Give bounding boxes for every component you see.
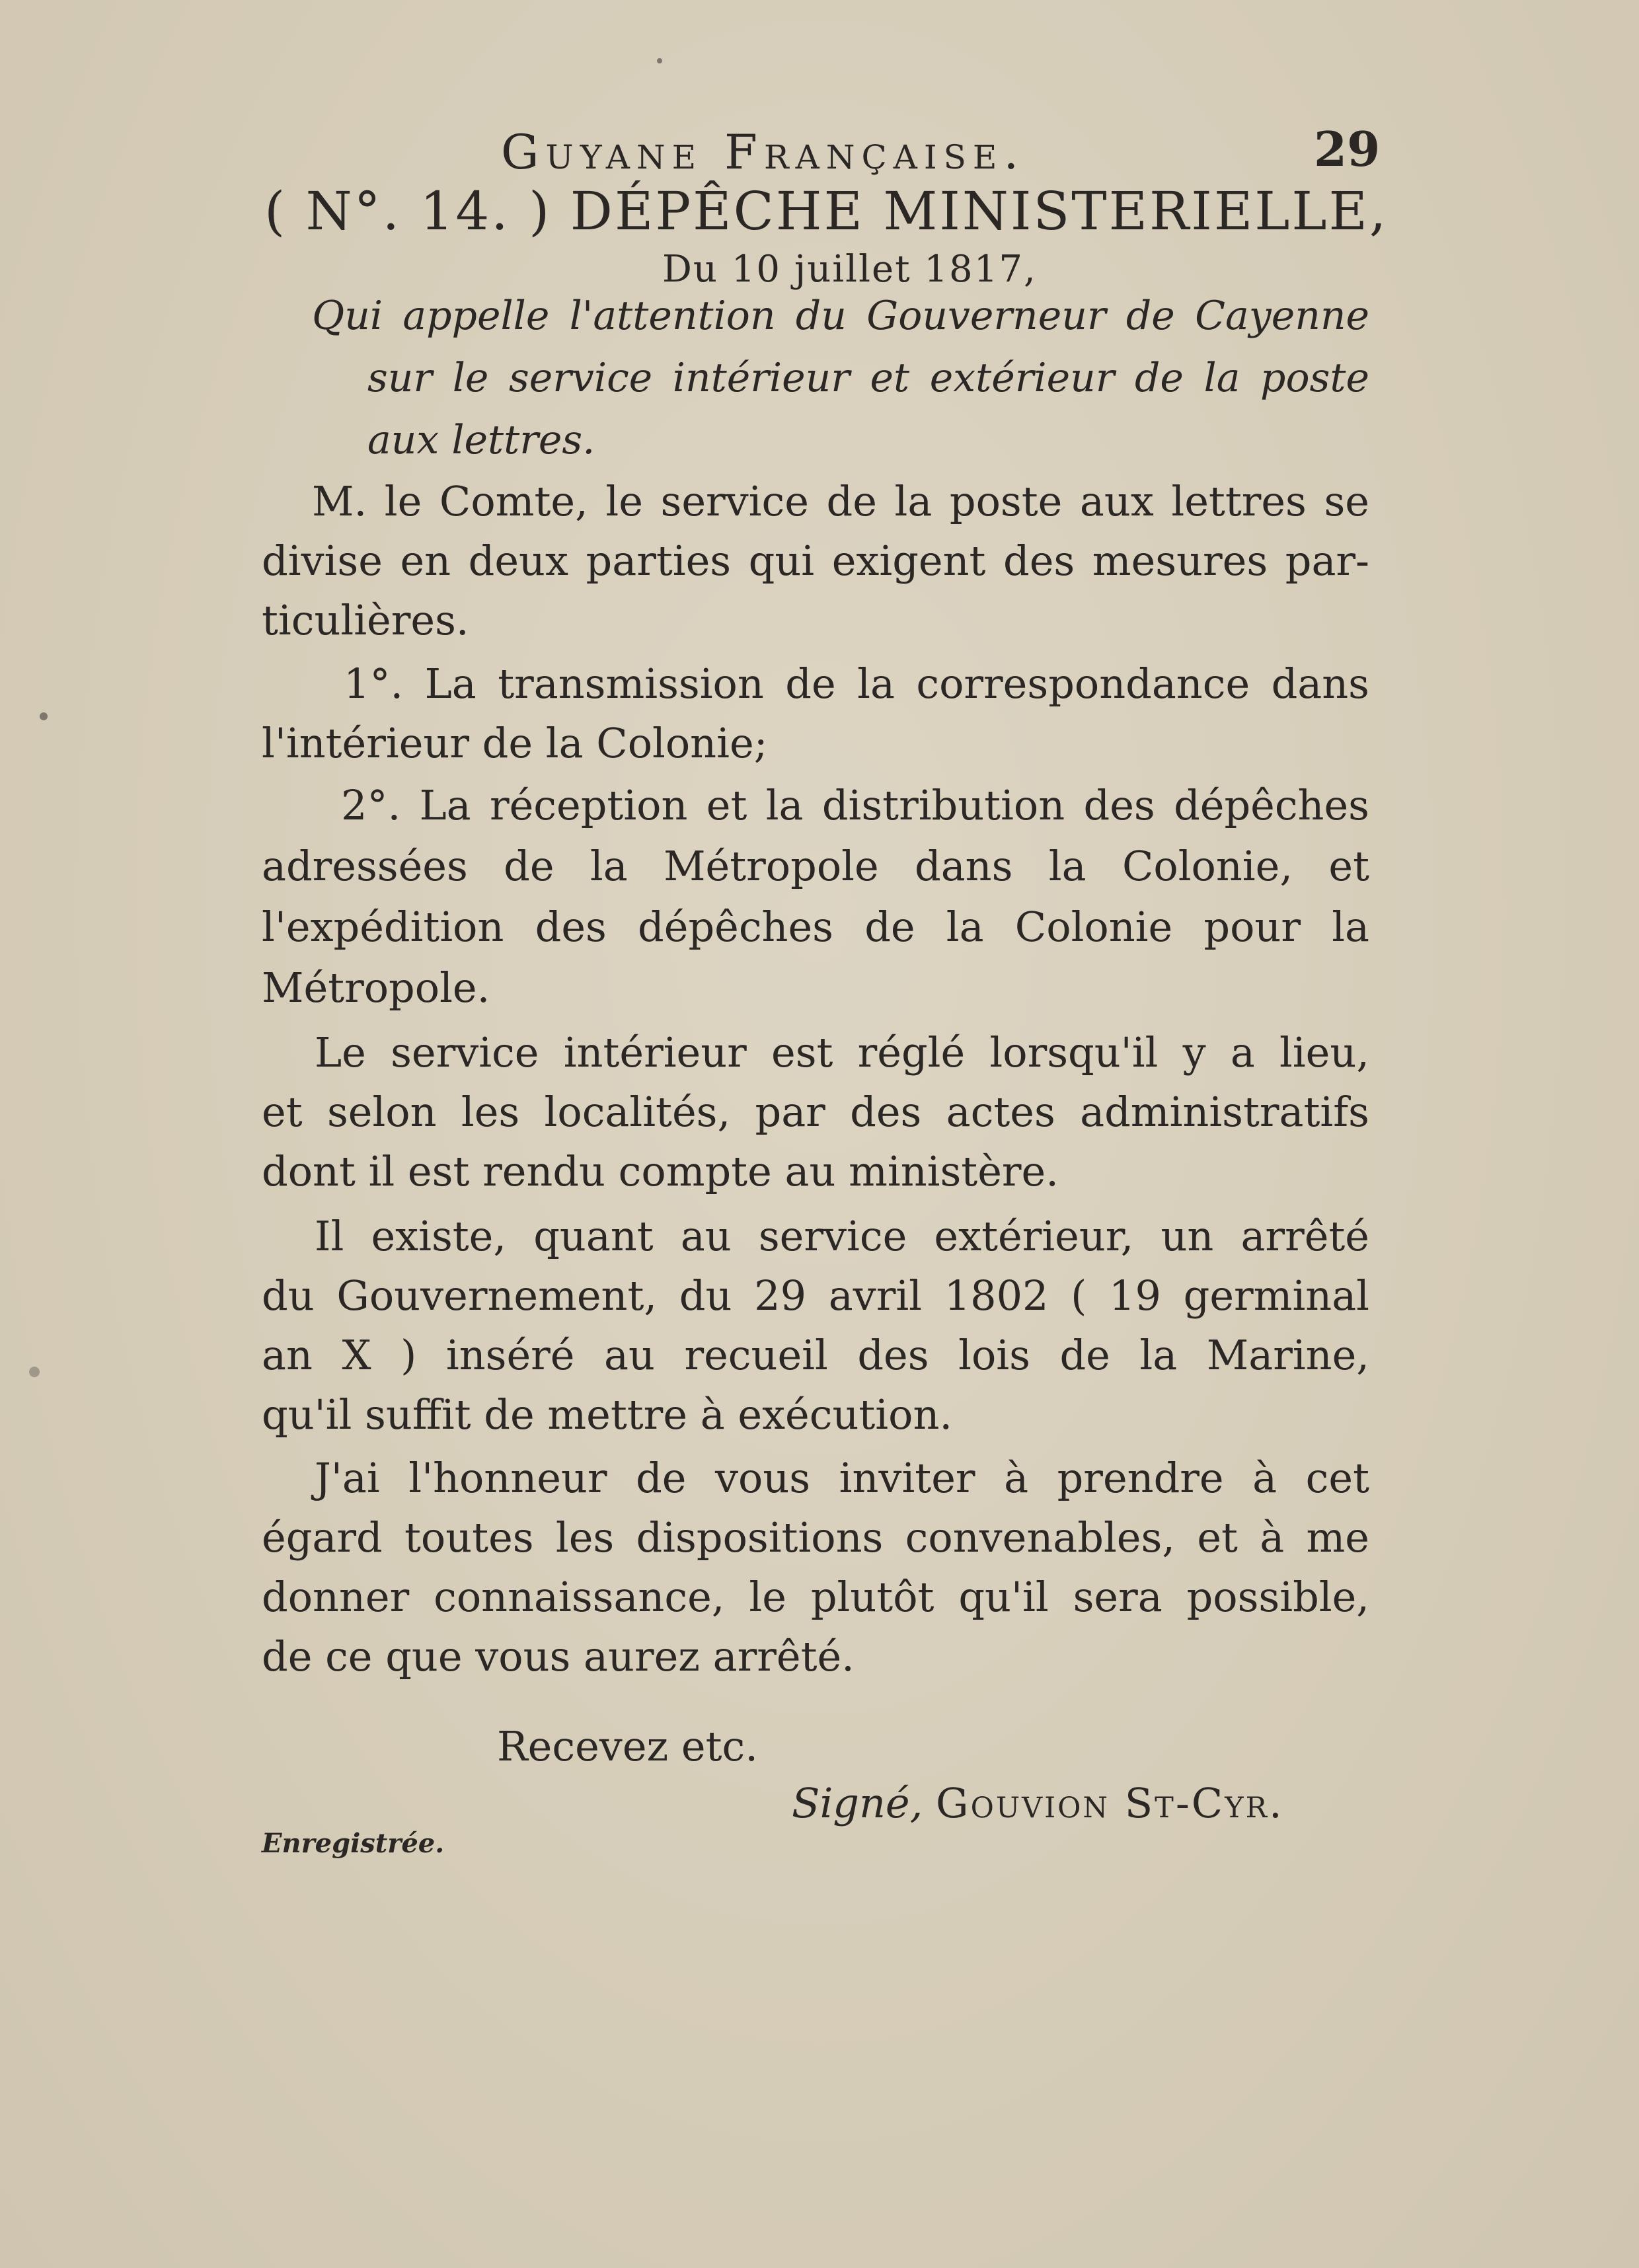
body-line: Métropole. [262,964,490,1012]
body-line: l'intérieur de la Colonie; [262,719,768,767]
body-line: donner connaissance, le plutôt qu'il sera possible, [262,1573,1369,1621]
body-line: adressées de la Métropole dans la Colonie, et [262,842,1369,890]
body-line: divise en deux parties qui exigent des mesures par- [262,537,1369,585]
signature-name: Gouvion St-Cyr. [936,1779,1284,1827]
body-line: 1°. La transmission de la correspondance dans [344,660,1369,708]
page-number: 29 [1314,121,1381,177]
closing-formula: Recevez etc. [497,1722,758,1770]
body-line: Il existe, quant au service extérieur, un arrêté [315,1212,1369,1260]
summary-line: sur le service intérieur et extérieur de la poste [367,355,1369,401]
body-line: an X ) inséré au recueil des lois de la Marine, [262,1331,1369,1379]
document-title: ( N°. 14. ) DÉPÊCHE MINISTERIELLE, [264,180,1389,242]
body-line: J'ai l'honneur de vous inviter à prendre à cet [315,1454,1369,1502]
signature-label: Signé, [792,1779,923,1827]
paper-speck [40,712,48,720]
body-line: Le service intérieur est réglé lorsqu'il y a lieu, [315,1028,1369,1077]
signature [792,1779,1284,1827]
registration-note: Enregistrée. [262,1828,445,1859]
summary-line: Qui appelle l'attention du Gouverneur de Cayenne [312,293,1369,339]
summary-line: aux lettres. [367,417,595,463]
body-line: M. le Comte, le service de la poste aux lettres se [312,477,1369,525]
document-date: Du 10 juillet 1817, [662,248,1037,291]
body-line: 2°. La réception et la distribution des dépêches [341,781,1369,829]
body-line: dont il est rendu compte au ministère. [262,1147,1059,1195]
body-line: égard toutes les dispositions convenables, et à me [262,1513,1369,1562]
body-line: qu'il suffit de mettre à exécution. [262,1390,953,1439]
body-line: de ce que vous aurez arrêté. [262,1632,855,1681]
body-line: l'expédition des dépêches de la Colonie pour la [262,903,1369,951]
running-head: Guyane Française. [501,124,1026,180]
paper-speck [657,58,662,63]
body-line: ticulières. [262,596,469,644]
paper-speck [29,1367,40,1377]
body-line: et selon les localités, par des actes administratifs [262,1088,1369,1136]
body-line: du Gouvernement, du 29 avril 1802 ( 19 germinal [262,1271,1369,1320]
